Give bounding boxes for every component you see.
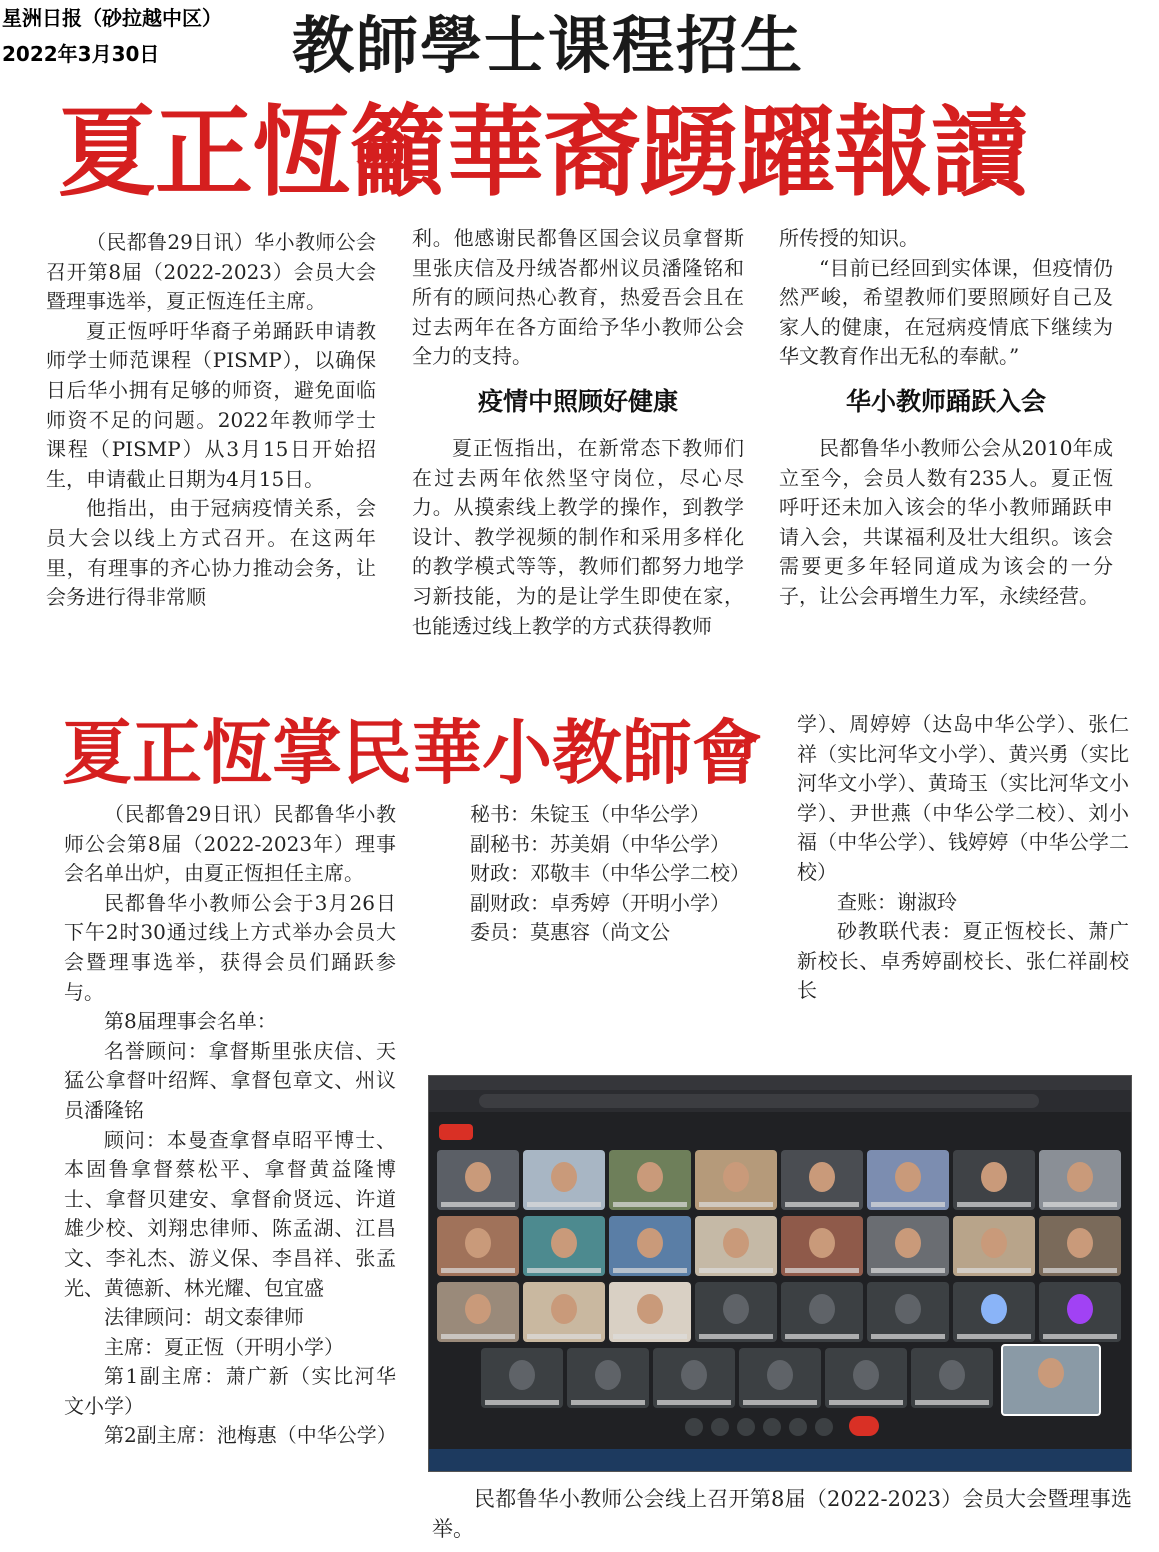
list-item: 砂教联代表：夏正恆校长、萧广新校长、卓秀婷副校长、张仁祥副校长 [797, 919, 1129, 1003]
paragraph: “目前已经回到实体课，但疫情仍然严峻，希望教师们要照顾好自己及家人的健康，在冠病疫情底下继续为华文教育作出无私的奉献。” [779, 255, 1113, 369]
more-icon [815, 1418, 833, 1436]
participant-tile [481, 1348, 563, 1408]
participant-tile [1039, 1150, 1121, 1210]
participant-tile [867, 1282, 949, 1342]
windows-taskbar [429, 1449, 1131, 1471]
participant-tile [953, 1150, 1035, 1210]
article1-column2 [412, 224, 744, 641]
participant-tile [437, 1216, 519, 1276]
article2-column2 [430, 800, 762, 948]
present-icon [789, 1418, 807, 1436]
participant-tile [781, 1150, 863, 1210]
participant-tile [609, 1150, 691, 1210]
list-item: 名誉顾问：拿督斯里张庆信、天猛公拿督叶绍辉、拿督包章文、州议员潘隆铭 [64, 1038, 396, 1122]
list-item: 法律顾问：胡文泰律师 [104, 1305, 304, 1330]
article1-column3 [779, 224, 1113, 612]
paragraph: （民都鲁29日讯）民都鲁华小教师公会第8届（2022-2023年）理事会名单出炉，由夏正恆担任主席。 [64, 802, 396, 886]
participant-tile [437, 1150, 519, 1210]
list-item: 查账：谢淑玲 [837, 889, 957, 914]
list-item: 第2副主席：池梅惠（中华公学） [104, 1423, 397, 1448]
participant-tile [867, 1150, 949, 1210]
article1-column1 [46, 228, 376, 613]
participant-tile [1039, 1282, 1121, 1342]
participant-tile [609, 1282, 691, 1342]
list-item: 财政：邓敬丰（中华公学二校） [470, 861, 750, 886]
participant-tile [523, 1282, 605, 1342]
self-view-tile [1001, 1344, 1101, 1416]
paragraph: 利。他感谢民都鲁区国会议员拿督斯里张庆信及丹绒峇都州议员潘隆铭和所有的顾问热心教育，热爱吾会且在过去两年在各方面给予华小教师公会全力的支持。 [412, 226, 744, 369]
participant-tile [953, 1216, 1035, 1276]
participant-tile [867, 1216, 949, 1276]
kicker-headline: 教師學士课程招生 [292, 9, 805, 82]
participant-tile [653, 1348, 735, 1408]
second-headline: 夏正恆掌民華小教師會 [62, 712, 762, 794]
article2-column1 [64, 800, 396, 1451]
paragraph: 民都鲁华小教师公会于3月26日下午2时30通过线上方式举办会员大会暨理事选举，获得会员们踊跃参与。 [64, 890, 396, 1004]
participant-tile [953, 1282, 1035, 1342]
participant-tile [825, 1348, 907, 1408]
participant-tile [781, 1282, 863, 1342]
list-item: 顾问：本曼查拿督卓昭平博士、本固鲁拿督蔡松平、拿督黄益隆博士、拿督贝建安、拿督俞贤远、许道雄少校、刘翔忠律师、陈孟湖、江昌文、李礼杰、游义保、李昌祥、张孟光、黄德新、林光耀、包宜盛 [64, 1127, 396, 1300]
participant-tile [523, 1150, 605, 1210]
captions-icon [737, 1418, 755, 1436]
subheading: 疫情中照顾好健康 [477, 386, 678, 416]
camera-icon [711, 1418, 729, 1436]
list-item: 主席：夏正恆（开明小学） [104, 1334, 344, 1359]
browser-addressbar [429, 1090, 1131, 1112]
subheading: 华小教师踊跃入会 [845, 386, 1046, 416]
photo-caption: 民都鲁华小教师公会线上召开第8届（2022-2023）会员大会暨理事选举。 [432, 1487, 1132, 1541]
article2-column3 [797, 710, 1129, 1006]
participant-tile [567, 1348, 649, 1408]
participant-tile [523, 1216, 605, 1276]
mic-icon [685, 1418, 703, 1436]
recording-badge-icon [439, 1124, 473, 1140]
participant-tile [1039, 1216, 1121, 1276]
paragraph: 民都鲁华小教师公会从2010年成立至今，会员人数有235人。夏正恆呼吁还未加入该会的华小教师踊跃申请入会，共谋福利及壮大组织。该会需要更多年轻同道成为该会的一分子，让公会再增生力军，永续经营。 [779, 435, 1113, 608]
participant-tile [781, 1216, 863, 1276]
participant-tile [739, 1348, 821, 1408]
participant-tile [911, 1348, 993, 1408]
main-headline: 夏正恆籲華裔踴躍報讀 [58, 96, 1029, 210]
list-item: 委员：莫惠容（尚文公 [470, 920, 670, 945]
meeting-photo [428, 1075, 1132, 1472]
source-date: 2022年3月30日 [2, 42, 160, 66]
source-label: 星洲日报（砂拉越中区） [2, 6, 222, 30]
list-item: 副秘书：苏美娟（中华公学） [470, 831, 730, 856]
participant-tile [609, 1216, 691, 1276]
paragraph: 他指出，由于冠病疫情关系，会员大会以线上方式召开。在这两年里，有理事的齐心协力推动会务，让会务进行得非常顺 [46, 496, 376, 610]
participant-tile [695, 1216, 777, 1276]
paragraph: 夏正恆呼吁华裔子弟踊跃申请教师学士师范课程（PISMP），以确保日后华小拥有足够的师资，避免面临师资不足的问题。2022年教师学士课程（PISMP）从3月15日开始招生，申请截止日期为4月15日。 [46, 318, 376, 491]
participant-tile [437, 1282, 519, 1342]
hangup-icon [849, 1416, 879, 1436]
list-heading: 第8届理事会名单： [104, 1009, 277, 1034]
participant-tile [695, 1282, 777, 1342]
paragraph: （民都鲁29日讯）华小教师公会召开第8届（2022-2023）会员大会暨理事选举，夏正恆连任主席。 [46, 230, 376, 314]
participant-tile [695, 1150, 777, 1210]
list-item: 秘书：朱锭玉（中华公学） [470, 802, 710, 826]
paragraph: 所传授的知识。 [779, 226, 919, 250]
list-item: 副财政：卓秀婷（开明小学） [470, 890, 730, 915]
list-item: 第1副主席：萧广新（实比河华文小学） [64, 1364, 396, 1418]
browser-tabbar [429, 1076, 1131, 1090]
paragraph: 夏正恆指出，在新常态下教师们在过去两年依然坚守岗位，尽心尽力。从摸索线上教学的操作，到教学设计、教学视频的制作和采用多样化的教学模式等等，教师们都努力地学习新技能，为的是让学生即使在家，也能透过线上教学的方式获得教师 [412, 435, 744, 638]
hand-icon [763, 1418, 781, 1436]
list-item: 学）、周婷婷（达岛中华公学）、张仁祥（实比河华文小学）、黄兴勇（实比河华文小学）、黄琦玉（实比河华文小学）、尹世燕（中华公学二校）、刘小福（中华公学）、钱婷婷（中华公学二校） [797, 712, 1129, 884]
